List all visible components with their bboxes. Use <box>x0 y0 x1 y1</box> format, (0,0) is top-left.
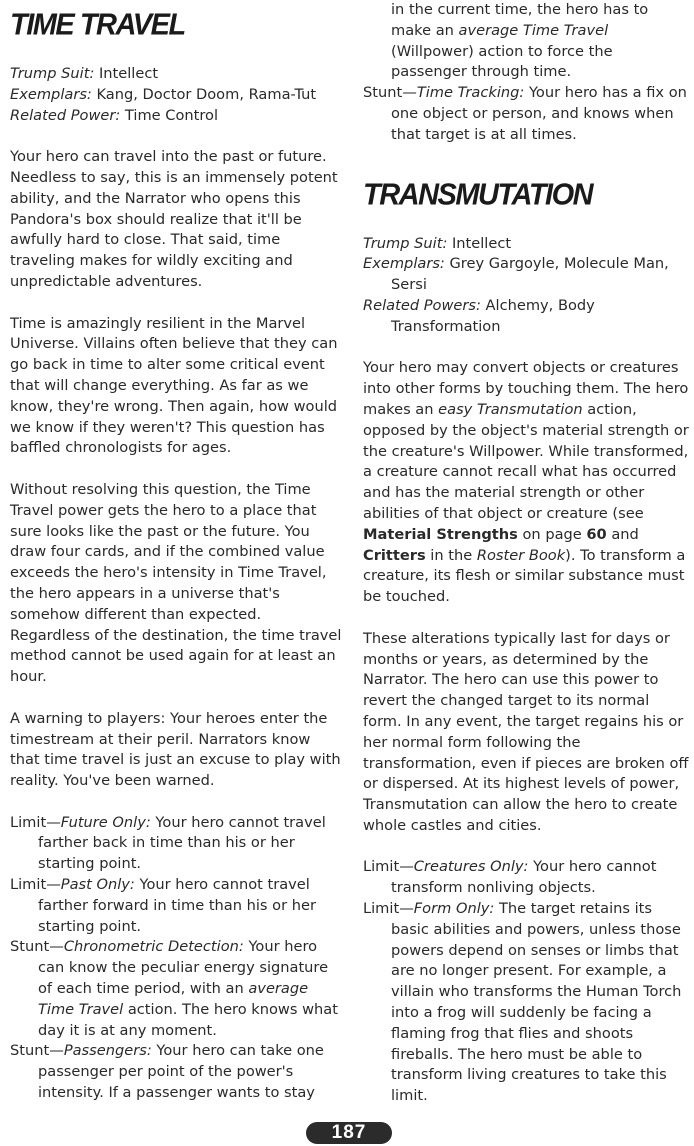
item-text: Your hero can take one passenger per point of the power's intensity. If a passenger wants to stay <box>38 1042 324 1102</box>
section-title-time-travel: TIME TRAVEL <box>10 8 185 42</box>
meta-label: Related Powers: <box>363 296 481 314</box>
item-kind: Limit <box>10 876 47 894</box>
body-paragraph: Without resolving this question, the Time Travel power gets the hero to a place that sure looks like the past or the future. You draw four cards, and if the combined value exceeds the hero's intensity in Time Travel, the hero appears in a universe that's somehow different than expected. Regardless of the destination, the time travel method cannot be used again for at least an hour. <box>10 480 342 686</box>
emphasis: easy Transmutation <box>438 400 583 418</box>
item-kind: Limit <box>10 813 47 831</box>
meta-label: Exemplars: <box>10 85 92 103</box>
item-text: in the current time, the hero has to make an <box>391 1 649 39</box>
item-text: action. The hero knows what day it is at any moment. <box>38 1000 338 1039</box>
item-label: —Creatures Only: <box>399 858 529 876</box>
meta-value: Intellect <box>447 234 512 252</box>
text: Your hero may convert objects or creatures into other forms by touching them. The hero makes an <box>363 359 689 418</box>
item-text: The target retains its basic abilities and powers, unless those powers depend on senses or limbs that are no longer present. For example, a villain who transforms the Human Torch into a frog will suddenly be facing a flaming frog that flies and shoots fireballs. The hero must be able to transform living creatures to take this limit. <box>391 900 682 1105</box>
stunt-item <box>363 83 691 145</box>
body-paragraph: Time is amazingly resilient in the Marvel Universe. Villains often believe that they can go back in time to alter some critical event that will change everything. As far as we know, they're wrong. Then again, how would we know if they weren't? This question has baffled chronologists for ages. <box>10 314 338 457</box>
section-title-transmutation: TRANSMUTATION <box>363 177 593 212</box>
meta-label: Exemplars: <box>363 255 445 273</box>
transmutation-meta <box>363 234 691 338</box>
left-column <box>10 0 342 1104</box>
text: in the <box>425 546 477 564</box>
item-text: Your hero has a fix on one object or person, and knows when that target is at all times. <box>391 84 687 143</box>
continued-list <box>363 0 691 146</box>
item-kind: Stunt <box>363 84 403 102</box>
item-text: (Willpower) action to force the passenger through time. <box>391 42 613 81</box>
meta-line <box>10 85 342 106</box>
item-text: Your hero can know the peculiar energy signature of each time period, with an <box>38 938 329 998</box>
right-column <box>363 0 691 1107</box>
meta-value: Intellect <box>94 65 159 82</box>
limits-list <box>363 857 691 1107</box>
item-emphasis: average Time Travel <box>38 980 309 1018</box>
item-text: Your hero cannot travel farther back in time than his or her starting point. <box>38 813 326 873</box>
item-label: —Past Only: <box>46 876 135 894</box>
meta-value: Kang, Doctor Doom, Rama-Tut <box>91 85 317 103</box>
body-paragraph <box>363 358 691 608</box>
cross-reference: Critters <box>363 546 426 564</box>
limit-item <box>363 857 691 899</box>
item-kind: Limit <box>363 900 400 918</box>
meta-value: Alchemy, Body Transformation <box>391 296 595 335</box>
item-label: —Chronometric Detection: <box>49 938 244 956</box>
body-paragraph: Your hero can travel into the past or future. Needless to say, this is an immensely potent ability, and the Narrator who opens this Pandora's box should realize that it'll be awfully hard to close. That said, time traveling makes for wildly exciting and unpredictable adventures. <box>10 148 338 290</box>
limit-item <box>363 899 691 1107</box>
meta-label: Trump Suit: <box>10 65 95 82</box>
text: ). To transform a creature, its flesh or similar substance must be touched. <box>363 546 686 606</box>
text: action, opposed by the object's material strength or the creature's Willpower. While transformed, a creature cannot recall what has occurred and has the material strength or other abilities of that object or creature (see <box>363 400 689 522</box>
page-reference: 60 <box>586 525 607 543</box>
limit-item <box>10 875 342 937</box>
item-kind: Limit <box>363 858 400 876</box>
meta-line <box>10 106 342 127</box>
meta-value: Grey Gargoyle, Molecule Man, Sersi <box>391 255 669 294</box>
item-label: —Passengers: <box>49 1042 152 1060</box>
stunt-continuation <box>363 0 691 83</box>
item-kind: Stunt <box>10 938 50 956</box>
limit-item <box>10 813 342 875</box>
meta-label: Related Power: <box>10 106 121 124</box>
body-paragraph: These alterations typically last for days or months or years, as determined by the Narrator. The hero can use this power to revert the changed target to its normal form. In any event, the target regains his or her normal form following the transformation, even if pieces are broken off or dispersed. At its highest levels of power, Transmutation can allow the hero to create whole castles and cities. <box>363 629 689 834</box>
item-emphasis: average Time Travel <box>458 21 609 39</box>
text: on page <box>517 525 587 543</box>
item-kind: Stunt <box>10 1042 50 1060</box>
book-title: Roster Book <box>476 546 566 564</box>
stunt-item <box>10 1041 342 1103</box>
meta-line <box>363 234 691 255</box>
item-label: —Form Only: <box>399 900 495 918</box>
text: and <box>606 525 639 543</box>
limits-stunts-list <box>10 813 342 1104</box>
meta-label: Trump Suit: <box>363 234 448 252</box>
item-text: Your hero cannot travel farther forward in time than his or her starting point. <box>38 876 316 935</box>
stunt-item <box>10 937 342 1041</box>
meta-value: Time Control <box>120 106 219 124</box>
item-label: —Future Only: <box>46 813 151 831</box>
item-text: Your hero cannot transform nonliving objects. <box>391 858 657 897</box>
meta-line <box>10 64 342 85</box>
meta-line <box>363 254 691 296</box>
meta-line <box>363 296 691 338</box>
cross-reference: Material Strengths <box>363 525 518 543</box>
body-paragraph: A warning to players: Your heroes enter the timestream at their peril. Narrators know that time travel is just an excuse to play with reality. You've been warned. <box>10 709 341 790</box>
item-label: —Time Tracking: <box>402 84 525 102</box>
time-travel-meta <box>10 64 342 126</box>
page-number: 187 <box>306 1122 392 1144</box>
